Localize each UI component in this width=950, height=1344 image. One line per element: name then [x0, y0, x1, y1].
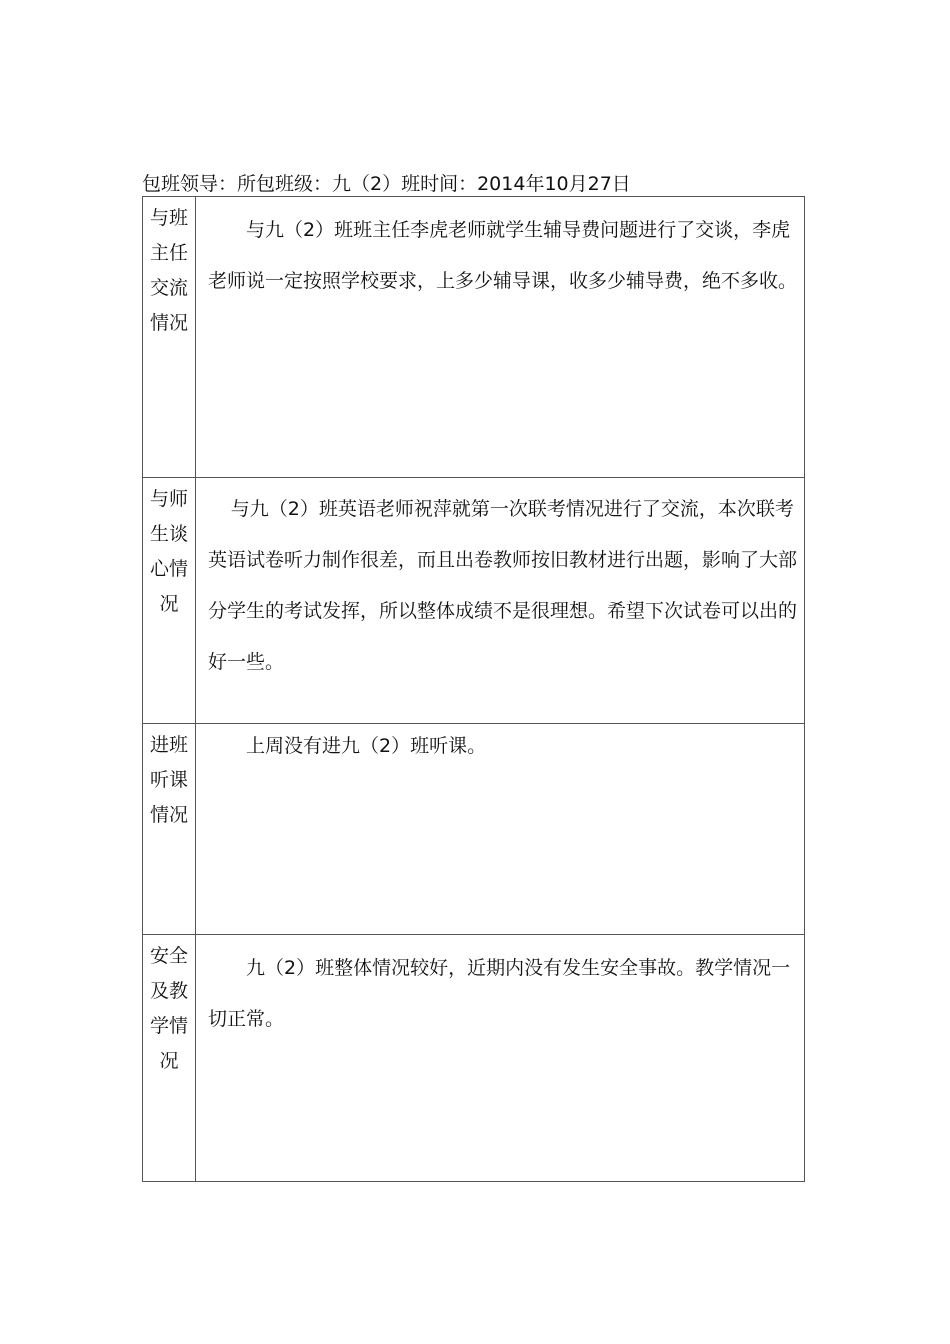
- table-row: [143, 935, 805, 1182]
- class-visit-record-table: [142, 196, 805, 1182]
- row-label: 进班听课情况: [149, 734, 188, 826]
- table-row: [143, 724, 805, 935]
- row-label-cell: [143, 197, 196, 478]
- row-label: 安全及教学情况: [149, 945, 188, 1072]
- row-content: 九（2）班整体情况较好，近期内没有发生安全事故。教学情况一切正常。: [208, 957, 791, 1030]
- row-content: 与九（2）班英语老师祝萍就第一次联考情况进行了交流，本次联考英语试卷听力制作很差，而且出卷教师按旧教材进行出题，影响了大部分学生的考试发挥，所以整体成绩不是很理想。希望下次试卷可以出的好一些。: [208, 498, 798, 673]
- row-label: 与班主任交流情况: [149, 207, 188, 334]
- table-row: [143, 478, 805, 724]
- row-content: 上周没有进九（2）班听课。: [246, 735, 487, 757]
- row-label: 与师生谈心情况: [149, 488, 188, 615]
- row-content: 与九（2）班班主任李虎老师就学生辅导费问题进行了交谈，李虎老师说一定按照学校要求，上多少辅导课，收多少辅导费，绝不多收。: [208, 219, 798, 292]
- row-label-cell: [143, 724, 196, 935]
- row-content-cell: [196, 935, 805, 1182]
- document-header: 包班领导：所包班级：九（2）班时间：2014年10月27日: [142, 173, 631, 195]
- row-label-cell: [143, 935, 196, 1182]
- table-row: [143, 197, 805, 478]
- row-label-cell: [143, 478, 196, 724]
- row-content-cell: [196, 724, 805, 935]
- row-content-cell: [196, 197, 805, 478]
- row-content-cell: [196, 478, 805, 724]
